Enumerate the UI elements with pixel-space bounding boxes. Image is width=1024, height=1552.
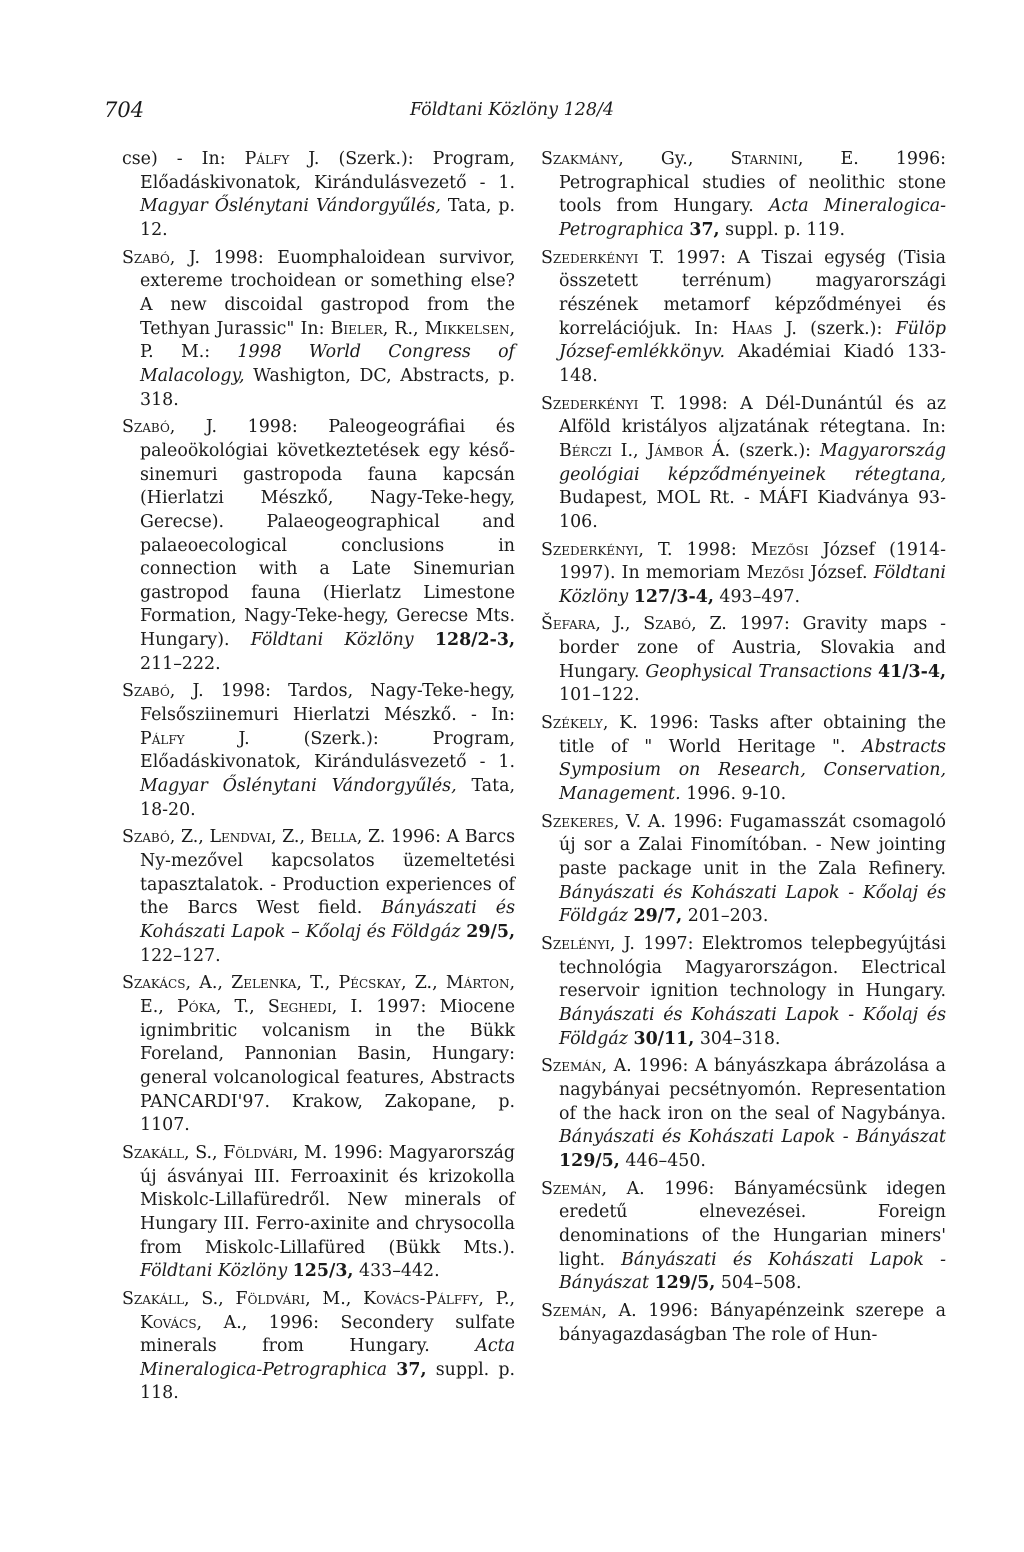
reference-entry — [541, 1178, 946, 1296]
reference-text: I., — [611, 440, 648, 461]
reference-text: T. 1998: A Dél-Dunántúl és az Alföld kristályos aljzatának rétegtana. In: — [559, 393, 946, 438]
publication-title: Földtani Közlöny — [140, 1261, 288, 1282]
volume-number: 29/7, — [633, 906, 683, 927]
author-name: Starnini, — [730, 149, 804, 169]
reference-text: Tata, 18-20. — [140, 776, 515, 820]
reference-text: Z. 1996: A Barcs Ny-mezővel kapcsolatos üzemeltetési tapasztalatok. - Production experiences of the Barcs West field. — [140, 827, 516, 919]
reference-text: Á. (szerk.): — [703, 440, 820, 461]
reference-text: 122–127. — [140, 945, 221, 966]
author-name: Kovács-Pálffy, — [363, 1288, 484, 1309]
author-name: Bieler, — [330, 318, 389, 339]
reference-text: cse) - In: — [122, 149, 245, 169]
reference-text: Tata, p. 12. — [140, 196, 515, 240]
reference-text: 1996. 9-10. — [680, 784, 787, 805]
reference-entry — [541, 613, 946, 708]
reference-text — [387, 1360, 396, 1380]
reference-text: J. 1998: Euomphaloidean survivor, extereme trochoidean or something else? A new discoidal gastropod from the Tethyan Jurassic" In: — [140, 247, 515, 339]
author-name: Lendvai, — [209, 827, 277, 848]
reference-text: Washigton, DC, Abstracts, p. 318. — [140, 365, 515, 410]
reference-text: P., — [483, 1288, 515, 1309]
author-name: Márton, — [445, 973, 516, 994]
reference-text: A. 1996: Bányapénzeink szerepe a bányagazdaságban The role of Hun- — [559, 1300, 946, 1345]
author-name: Zelenka, — [231, 973, 302, 994]
reference-text: R., — [388, 318, 425, 339]
publication-title: Bányászati és Kohászati Lapok - Kőolaj és Földgáz — [559, 882, 946, 927]
author-name: Bella, — [310, 827, 363, 848]
volume-number: 129/5, — [559, 1150, 620, 1171]
publication-title: Geophysical Transactions — [645, 661, 873, 682]
reference-text: Z., — [276, 827, 311, 848]
reference-text: A., 1996: Secondery sulfate minerals from Hungary. — [140, 1312, 515, 1357]
author-name: Mikkelsen, — [424, 318, 515, 339]
author-name: Szederkényi — [541, 247, 639, 268]
reference-text: T., — [301, 973, 339, 994]
reference-text: Budapest, MOL Rt. - MÁFI Kiadványa 93-106. — [559, 488, 946, 532]
volume-number: 30/11, — [633, 1028, 695, 1049]
author-name: Mezősi — [746, 563, 805, 584]
publication-title: Bányászati és Kohászati Lapok - Bányászat — [559, 1249, 946, 1294]
reference-text: suppl. p. 119. — [719, 219, 846, 240]
author-name: Szakács, — [122, 973, 191, 994]
volume-number: 37, — [689, 219, 720, 240]
author-name: Székely, — [541, 713, 609, 734]
reference-text: Z., — [175, 827, 210, 848]
author-name: Póka, — [177, 996, 222, 1017]
publication-title: Földtani Közlöny — [250, 630, 414, 651]
publication-title: Magyar Őslénytani Vándorgyűlés, — [140, 196, 441, 217]
author-name: Kovács, — [140, 1312, 203, 1333]
reference-entry — [541, 1055, 946, 1173]
reference-text: A. 1996: Bányamécsünk idegen eredetű elnevezései. Foreign denominations of the Hungarian miners' light. — [559, 1178, 946, 1270]
reference-text: József. — [804, 563, 874, 584]
reference-entry — [541, 539, 946, 610]
reference-text: J. 1997: Elektromos telepbegyújtási technológia Magyarországon. Electrical reservoir ignition technology in Hungary. — [559, 934, 946, 1002]
reference-text: 446–450. — [619, 1150, 706, 1171]
reference-text: J. 1998: Paleogeográfiai és paleoökológiai következtetések egy késő-sinemuri gastropoda fauna kapcsán (Hierlatzi Mészkő, Nagy-Teke-hegy, Gerecse). Palaeogeographical and palaeoecological conclusions in connection with a Late Sinemurian gastropod fauna (Hierlatz Limestone Formation, Nagy-Teke-hegy, Gerecse Mts. Hungary). — [140, 417, 515, 651]
author-name: Pálfy — [244, 149, 290, 169]
author-name: Szakmány, — [541, 149, 624, 169]
reference-text: S., — [189, 1142, 224, 1163]
author-name: Szemán, — [541, 1300, 607, 1321]
right-column — [541, 148, 946, 1351]
reference-text: 504–508. — [715, 1273, 802, 1294]
reference-entry — [541, 247, 946, 389]
publication-title: Földtani Közlöny — [559, 563, 946, 607]
reference-text: P. M.: — [140, 342, 238, 363]
author-name: Seghedi, — [267, 996, 338, 1017]
publication-title: Magyarország geológiai képződményeinek rétegtana, — [559, 440, 947, 485]
publication-title: Abstracts Symposium on Research, Conservation, Management. — [559, 736, 946, 805]
publication-title: 1998 World Congress of Malacology, — [140, 342, 515, 386]
publication-title: Bányászati és Kohászati Lapok - Bányászat — [559, 1127, 946, 1148]
reference-entry — [122, 1142, 515, 1284]
author-name: Szabó, — [122, 827, 176, 848]
reference-text: A., — [191, 973, 232, 994]
author-name: Szakáll, — [122, 1288, 190, 1309]
author-name: Szabó, — [122, 247, 176, 268]
publication-title: Acta Mineralogica-Petrographica — [140, 1336, 515, 1380]
reference-entry — [541, 811, 946, 929]
reference-text: V. A. 1996: Fugamasszát csomagoló új sor a Zalai Finomítóban. - New jointing paste package unit in the Zala Refinery. — [559, 811, 946, 880]
volume-number: 41/3-4, — [878, 661, 947, 682]
reference-text: M., — [310, 1288, 364, 1309]
reference-text: T. 1997: A Tiszai egység (Tisia összetett terrénum) magyarországi részének metamorf képződményei és korrelációjuk. In: — [559, 247, 946, 339]
reference-entry — [122, 247, 515, 413]
reference-text: K. 1996: Tasks after obtaining the title of " World Heritage ". — [559, 713, 946, 757]
reference-entry — [541, 712, 946, 807]
page-number: 704 — [104, 98, 145, 122]
reference-text: Akadémiai Kiadó 133-148. — [559, 342, 946, 386]
reference-text: S., — [189, 1288, 236, 1309]
reference-text: T. 1998: — [643, 539, 751, 560]
reference-text: 433–442. — [353, 1261, 440, 1282]
reference-text: I. 1997: Miocene ignimbritic volcanism in the Bükk Foreland, Pannonian Basin, Hungary: general volcanological features, Abstracts PANCARDI'97. Krakow, Zakopane, p. 1107. — [140, 996, 515, 1136]
reference-text: M. 1996: Magyarország új ásványai III. Ferroaxinit és krizokolla Miskolc-Lillafüredről. New minerals of Hungary III. Ferro-axinite and chrysocolla from Miskolc-Lillafüred (Bükk Mts.). — [140, 1142, 515, 1258]
reference-text: József (1914-1997). In memoriam — [559, 539, 946, 584]
author-name: Szabó, — [643, 614, 697, 635]
author-name: Földvári, — [235, 1288, 311, 1309]
reference-text: J. (Szerk.): Program, Előadáskivonatok, Kirándulásvezető - 1. — [140, 728, 515, 773]
reference-entry — [541, 933, 946, 1051]
reference-text: Z. 1997: Gravity maps - border zone of Austria, Slovakia and Hungary. — [559, 614, 946, 682]
reference-entry — [122, 148, 515, 243]
author-name: Šefara, — [541, 614, 601, 635]
reference-entry — [122, 1288, 515, 1406]
author-name: Szemán, — [541, 1056, 607, 1077]
reference-text: J. 1998: Tardos, Nagy-Teke-hegy, Felsősziinemuri Hierlatzi Mészkő. - In: — [140, 681, 515, 726]
author-name: Haas — [731, 318, 773, 339]
reference-text: Gy., — [623, 149, 731, 169]
left-column — [122, 148, 515, 1410]
reference-text: E., — [140, 996, 178, 1017]
reference-entry — [541, 393, 946, 535]
reference-text: J. (Szerk.): Program, Előadáskivonatok, Kirándulásvezető - 1. — [140, 149, 515, 193]
reference-text: Z., — [406, 973, 446, 994]
publication-title: Bányászati és Kohászati Lapok – Kőolaj és Földgáz — [140, 898, 515, 942]
reference-text: A. 1996: A bányászkapa ábrázolása a nagybányai pecsétnyomón. Representation of the hack iron on the seal of Nagybánya. — [559, 1056, 946, 1124]
author-name: Szederkényi — [541, 393, 639, 414]
reference-entry — [122, 972, 515, 1138]
publication-title: Bányászati és Kohászati Lapok - Kőolaj és Földgáz — [559, 1004, 946, 1049]
author-name: Szabó, — [122, 417, 176, 438]
publication-title: Acta Mineralogica-Petrographica — [559, 196, 946, 240]
author-name: Jámbor — [647, 440, 704, 461]
author-name: Szederkényi, — [541, 539, 644, 560]
reference-text: J., — [600, 614, 644, 635]
reference-entry — [122, 826, 515, 968]
running-head: Földtani Közlöny 128/4 — [409, 100, 615, 120]
volume-number: 29/5, — [466, 922, 516, 942]
publication-title: Fülöp József-emlékkönyv. — [559, 318, 946, 363]
reference-entry — [122, 416, 515, 676]
author-name: Földvári, — [223, 1142, 299, 1163]
volume-number: 37, — [396, 1359, 427, 1380]
publication-title: Magyar Őslénytani Vándorgyűlés, — [140, 776, 457, 797]
reference-text: 101–122. — [559, 685, 640, 706]
reference-text: T., — [221, 996, 268, 1017]
reference-text: E. 1996: Petrographical studies of neolithic stone tools from Hungary. — [559, 149, 946, 217]
reference-text: 201–203. — [682, 906, 769, 927]
author-name: Szakáll, — [122, 1142, 190, 1163]
volume-number: 127/3-4, — [633, 586, 714, 607]
volume-number: 125/3, — [292, 1261, 354, 1282]
reference-entry — [541, 148, 946, 243]
reference-entry — [122, 680, 515, 822]
author-name: Szemán, — [541, 1178, 607, 1199]
reference-text: J. (szerk.): — [772, 318, 896, 339]
author-name: Pécskay, — [338, 973, 407, 994]
author-name: Pálfy — [140, 728, 185, 749]
author-name: Szabó, — [122, 681, 176, 702]
reference-entry — [541, 1300, 946, 1347]
author-name: Szelényi, — [541, 934, 616, 954]
reference-text: 211–222. — [140, 653, 221, 674]
author-name: Mezősi — [750, 539, 809, 560]
reference-text — [414, 630, 435, 650]
volume-number: 128/2-3, — [434, 630, 516, 651]
volume-number: 129/5, — [654, 1273, 716, 1294]
reference-text: 493–497. — [713, 586, 801, 607]
author-name: Bérczi — [559, 440, 612, 461]
reference-text: suppl. p. 118. — [140, 1359, 516, 1404]
author-name: Szekeres, — [541, 811, 620, 832]
reference-text: 304–318. — [694, 1028, 781, 1049]
